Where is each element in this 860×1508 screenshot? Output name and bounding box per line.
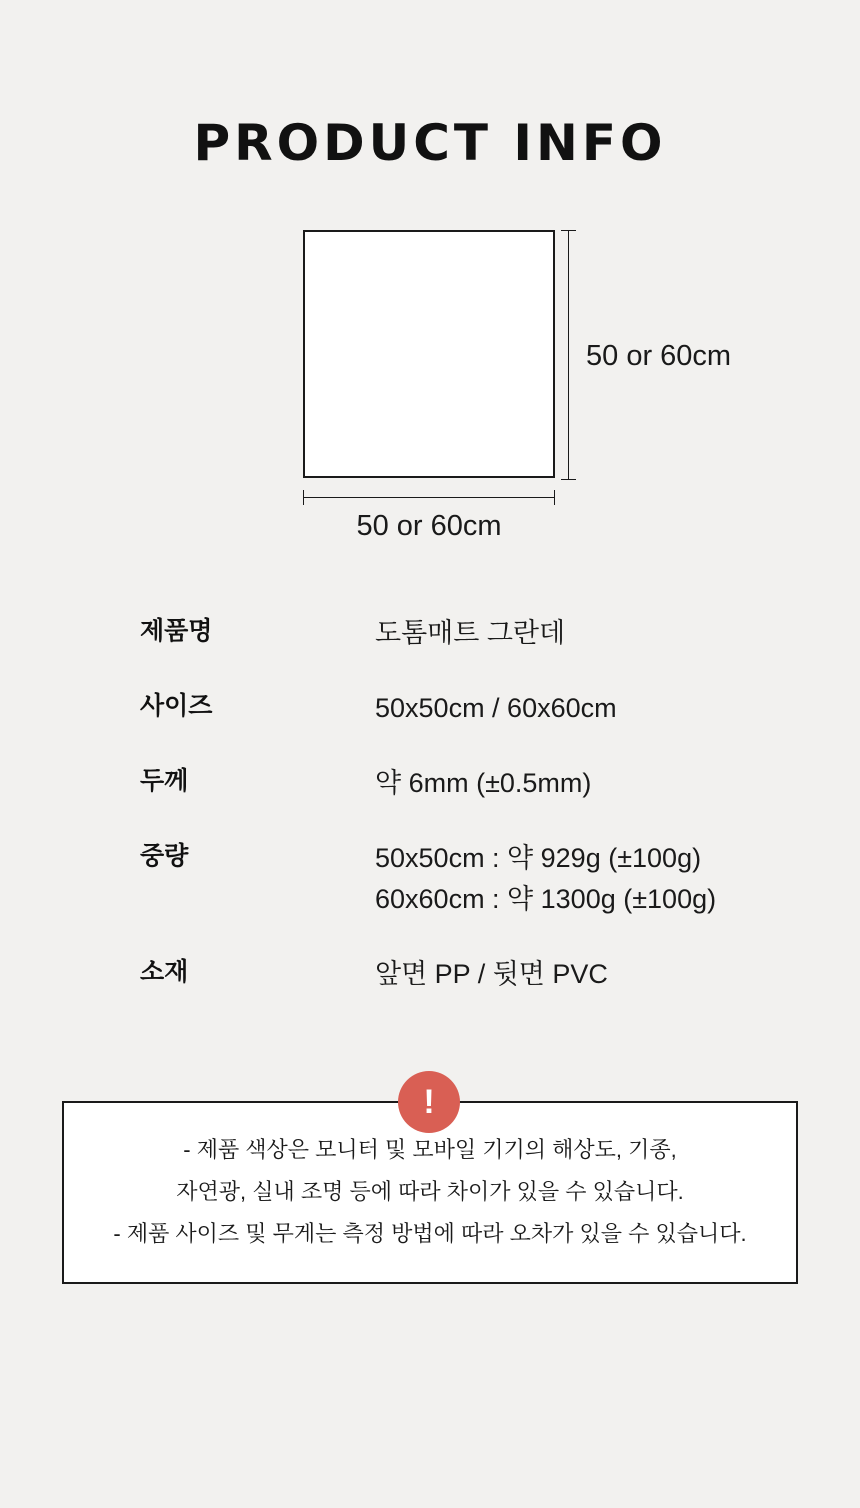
horizontal-dimension-label bbox=[0, 510, 860, 543]
horizontal-dimension-line bbox=[303, 497, 555, 498]
vertical-dimension-label: 50 or 60cm bbox=[586, 340, 732, 372]
spec-row bbox=[140, 841, 860, 917]
spec-row bbox=[140, 616, 860, 651]
spec-label: 사이즈 bbox=[140, 692, 213, 721]
mat-dimension-diagram bbox=[0, 230, 860, 560]
notice-section bbox=[0, 1071, 860, 1311]
spec-row bbox=[140, 957, 860, 992]
spec-value-line: 약 6mm (±0.5mm) bbox=[375, 768, 592, 799]
spec-value bbox=[375, 691, 617, 726]
notice-line: 자연광, 실내 조명 등에 따라 차이가 있을 수 있습니다. bbox=[176, 1179, 684, 1205]
notice-line: - 제품 사이즈 및 무게는 측정 방법에 따라 오차가 있을 수 있습니다. bbox=[113, 1220, 747, 1246]
spec-value-line: 50x50cm / 60x60cm bbox=[375, 693, 617, 724]
spec-value-line: 50x50cm : 약 929g (±100g) bbox=[375, 843, 702, 874]
spec-value bbox=[375, 616, 565, 651]
spec-label: 제품명 bbox=[140, 617, 213, 645]
horizontal-dimension-text: 50 or 60cm bbox=[356, 510, 502, 542]
spec-label: 두께 bbox=[140, 767, 189, 796]
spec-value-line: 도톰매트 그란데 bbox=[375, 618, 566, 648]
spec-table bbox=[0, 616, 860, 993]
vertical-dimension-line bbox=[568, 230, 569, 480]
spec-value-line: 앞면 PP / 뒷면 PVC bbox=[375, 959, 608, 990]
spec-value-line-secondary: 60x60cm : 약 1300g (±100g) bbox=[375, 884, 717, 915]
mat-shape bbox=[303, 230, 555, 478]
notice-line: - 제품 색상은 모니터 및 모바일 기기의 해상도, 기종, bbox=[183, 1137, 677, 1163]
spec-label: 중량 bbox=[140, 842, 189, 871]
spec-row bbox=[140, 691, 860, 726]
spec-label: 소재 bbox=[140, 958, 189, 987]
spec-value bbox=[375, 841, 716, 917]
page-title: PRODUCT INFO bbox=[193, 114, 667, 172]
exclamation-icon: ! bbox=[398, 1071, 460, 1133]
spec-row bbox=[140, 766, 860, 801]
spec-value bbox=[375, 957, 608, 992]
spec-value bbox=[375, 766, 591, 801]
